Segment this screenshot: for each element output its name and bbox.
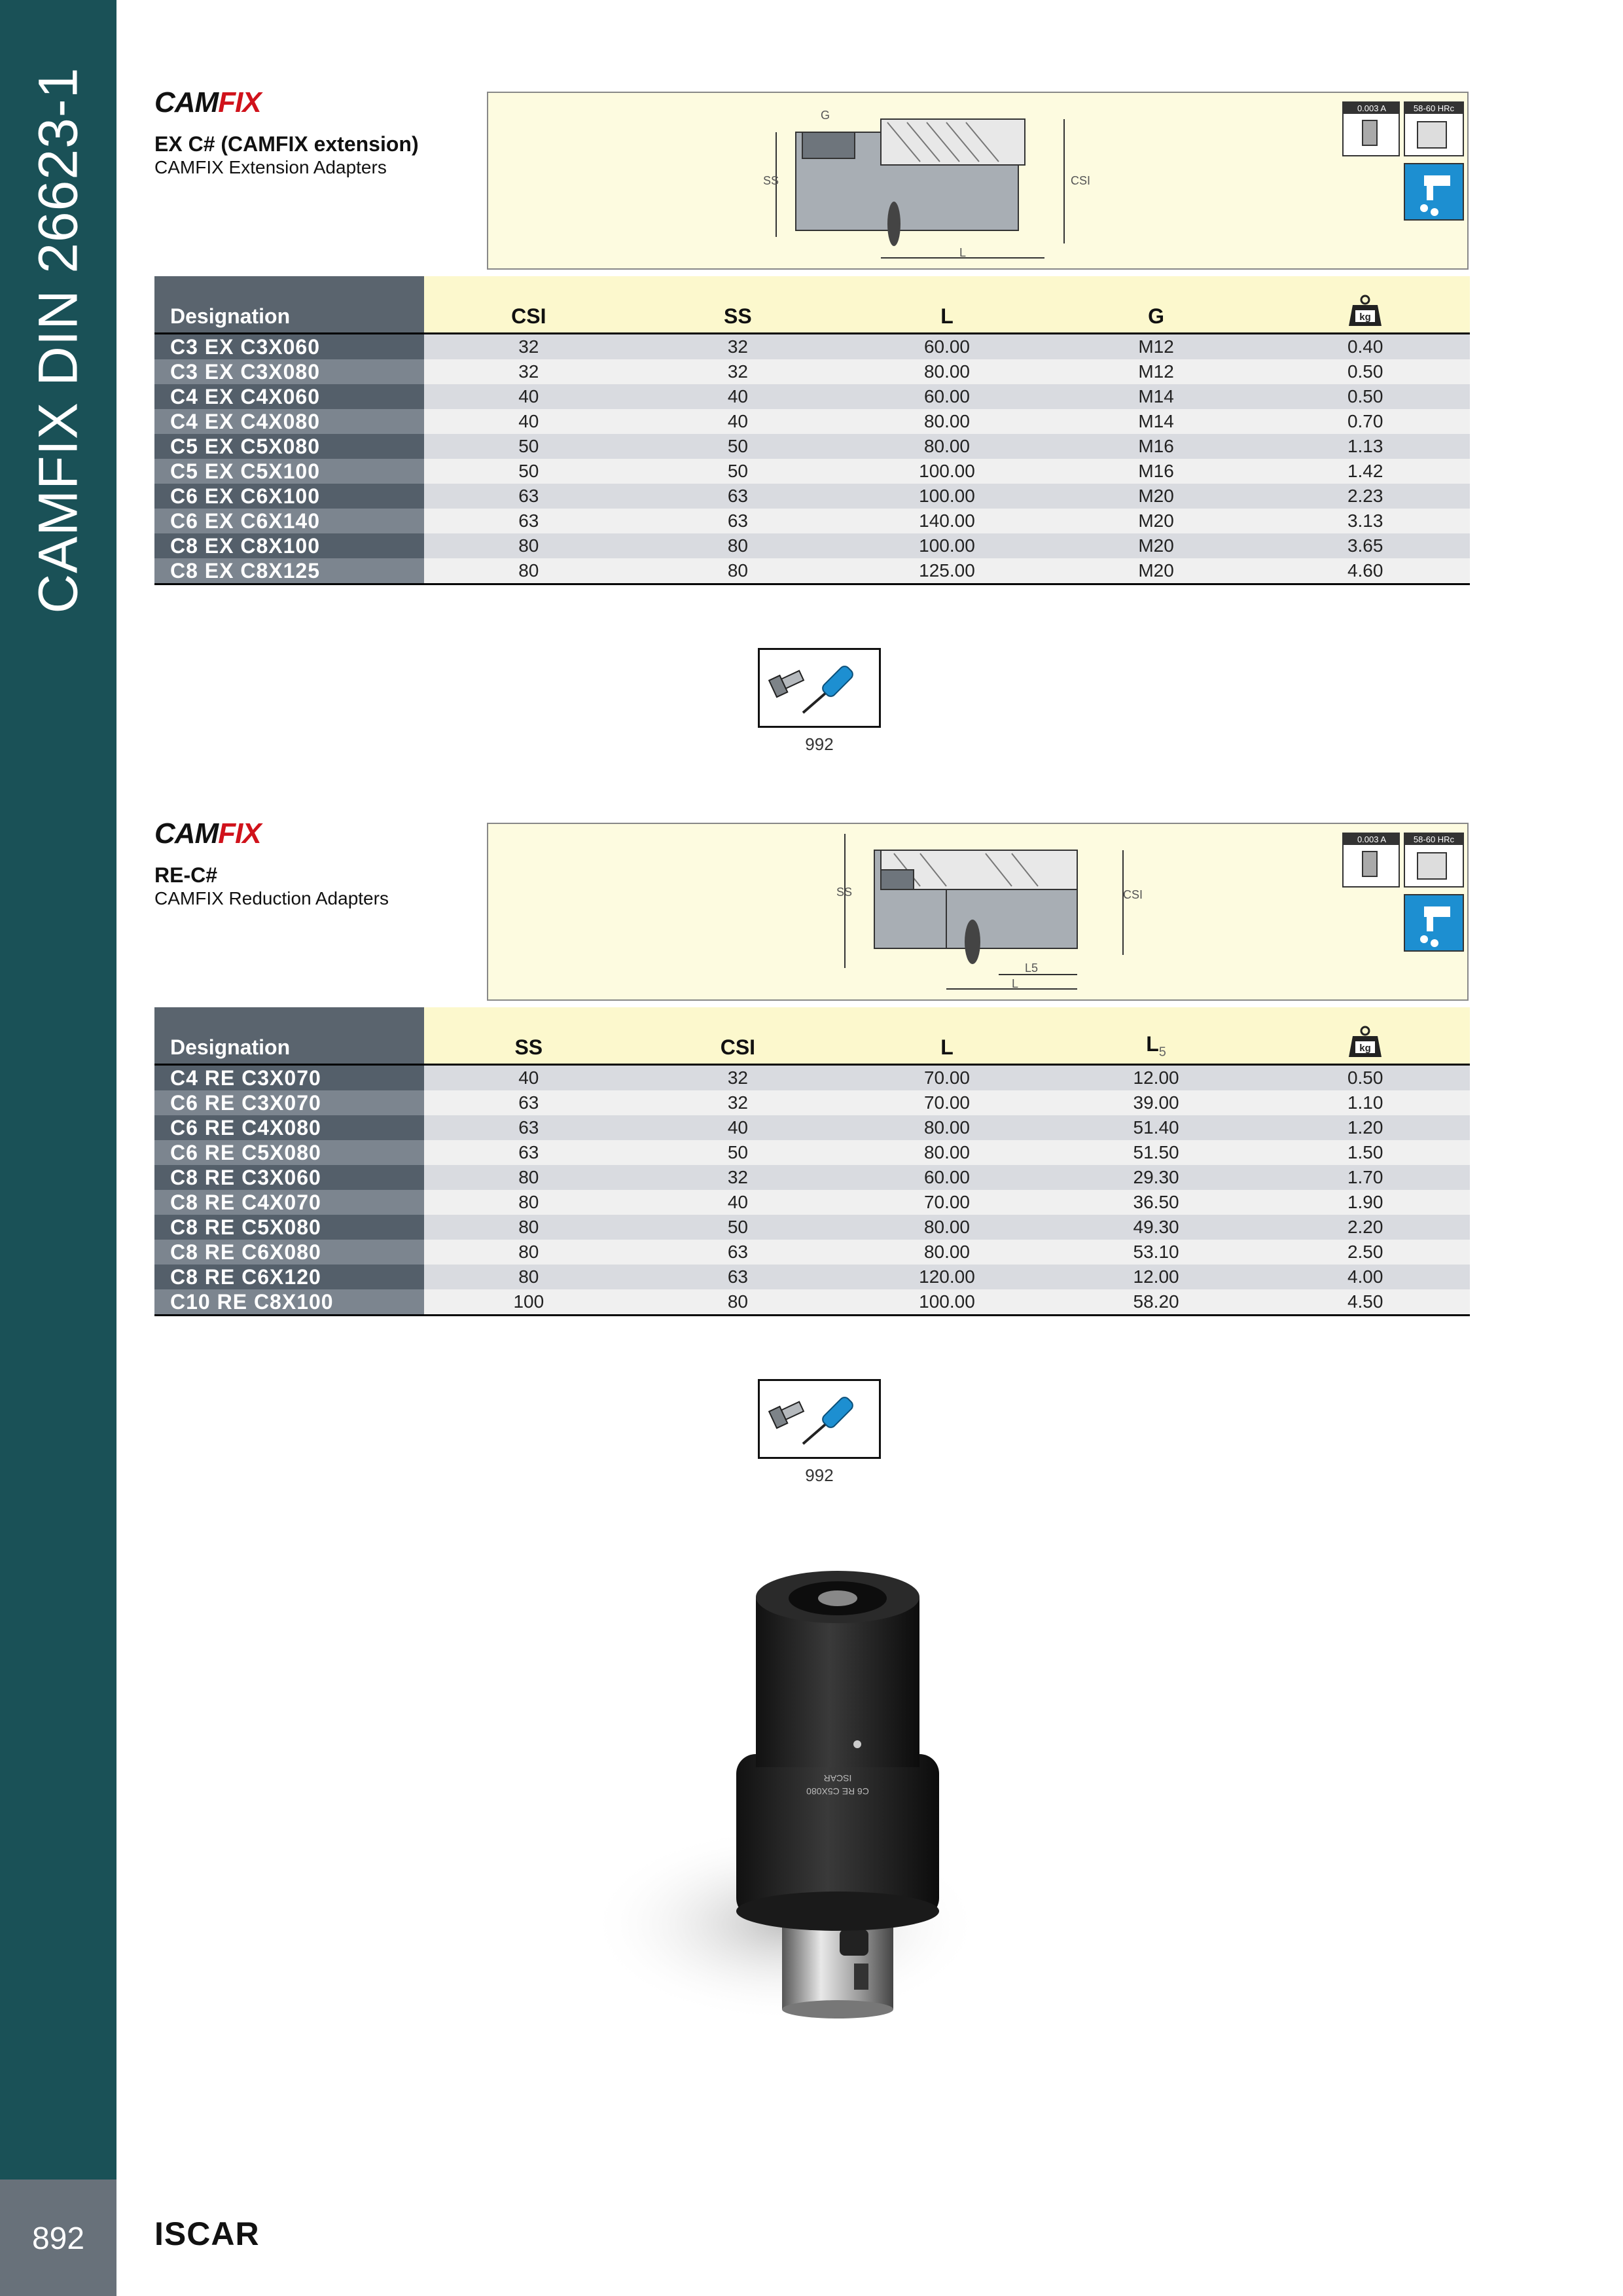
- hardness-spec-badge: [1404, 833, 1463, 887]
- page-number: 892: [31, 2221, 85, 2256]
- kg-weight-icon: [1347, 293, 1383, 329]
- cell-designation: C4 RE C3X070: [154, 1065, 424, 1091]
- svg-text:58-60 HRc: 58-60 HRc: [1413, 834, 1455, 844]
- cell-weight: 0.50: [1260, 384, 1470, 409]
- hardness-spec-badge: [1404, 102, 1463, 156]
- cell-designation: C4 EX C4X080: [154, 409, 424, 434]
- cell-value: 80: [424, 1215, 633, 1240]
- runout-spec-badge: [1343, 833, 1399, 887]
- technical-drawing-re: [487, 823, 1469, 1001]
- col-l5: [1052, 1007, 1261, 1065]
- cell-value: 40: [633, 384, 843, 409]
- cell-value: 63: [424, 509, 633, 533]
- cell-weight: 2.50: [1260, 1240, 1470, 1265]
- table-row: [154, 484, 1470, 509]
- diagram-label-l: L: [1012, 977, 1019, 990]
- table-row: [154, 384, 1470, 409]
- cell-designation: C6 RE C3X070: [154, 1090, 424, 1115]
- diagram-label-l: L: [959, 246, 967, 259]
- runout-spec-badge: [1343, 102, 1399, 156]
- engraving-designation: C6 RE C5X080: [806, 1786, 869, 1797]
- cell-value: 29.30: [1052, 1165, 1261, 1190]
- cell-value: 32: [633, 1090, 843, 1115]
- col-ss: SS: [424, 1007, 633, 1065]
- col-weight: [1260, 1007, 1470, 1065]
- cell-value: 80.00: [842, 1140, 1052, 1165]
- cell-value: 32: [424, 359, 633, 384]
- col-designation: Designation: [154, 276, 424, 334]
- table-row: [154, 1265, 1470, 1289]
- cell-value: 50: [633, 434, 843, 459]
- table-row: [154, 1115, 1470, 1140]
- cell-designation: C8 RE C5X080: [154, 1215, 424, 1240]
- cell-value: 80: [424, 558, 633, 584]
- sidebar-title: CAMFIX DIN 26623-1: [27, 67, 89, 614]
- cell-value: M20: [1052, 558, 1261, 584]
- cell-value: M20: [1052, 533, 1261, 558]
- diagram-label-ss: SS: [763, 174, 779, 187]
- diagram-label-csi: CSI: [1123, 888, 1143, 901]
- table-row: [154, 1140, 1470, 1165]
- section-ex-adapters: [154, 85, 1470, 772]
- cell-value: 80: [424, 533, 633, 558]
- cell-weight: 0.50: [1260, 359, 1470, 384]
- cell-value: 32: [424, 334, 633, 360]
- cell-value: 80.00: [842, 1240, 1052, 1265]
- cell-value: 100.00: [842, 484, 1052, 509]
- camfix-reduction-adapter-photo: [589, 1558, 1047, 2042]
- cell-designation: C8 RE C4X070: [154, 1190, 424, 1215]
- cell-value: 40: [424, 409, 633, 434]
- cell-value: 80.00: [842, 359, 1052, 384]
- cell-value: 60.00: [842, 1165, 1052, 1190]
- cell-value: 63: [424, 1140, 633, 1165]
- cell-designation: C3 EX C3X060: [154, 334, 424, 360]
- screw-and-screwdriver-icon: [760, 1381, 879, 1457]
- table-row: [154, 1090, 1470, 1115]
- cell-value: 40: [424, 384, 633, 409]
- cell-value: 36.50: [1052, 1190, 1261, 1215]
- cell-value: 70.00: [842, 1090, 1052, 1115]
- cell-designation: C6 EX C6X100: [154, 484, 424, 509]
- cell-weight: 1.42: [1260, 459, 1470, 484]
- camfix-logo: [154, 86, 261, 119]
- col-l: L: [842, 276, 1052, 334]
- coolant-icon: [1404, 164, 1463, 220]
- cell-value: 63: [424, 1090, 633, 1115]
- table-header-row: [154, 276, 1470, 334]
- cell-designation: C6 EX C6X140: [154, 509, 424, 533]
- cell-weight: 2.20: [1260, 1215, 1470, 1240]
- cell-weight: 3.13: [1260, 509, 1470, 533]
- cell-value: 80: [633, 1289, 843, 1316]
- cell-designation: C10 RE C8X100: [154, 1289, 424, 1316]
- section-title: RE-C#: [154, 863, 218, 887]
- camfix-logo-part1: CAM: [154, 86, 219, 118]
- cell-value: 49.30: [1052, 1215, 1261, 1240]
- cell-value: 32: [633, 1165, 843, 1190]
- screw-and-screwdriver-icon: [760, 650, 879, 726]
- coolant-icon: [1404, 895, 1463, 951]
- cell-value: 63: [633, 1265, 843, 1289]
- cell-weight: 0.50: [1260, 1065, 1470, 1091]
- cell-value: 80: [424, 1165, 633, 1190]
- cell-weight: 1.70: [1260, 1165, 1470, 1190]
- cell-value: 40: [633, 1115, 843, 1140]
- svg-text:kg: kg: [1359, 1043, 1371, 1054]
- cell-value: M16: [1052, 459, 1261, 484]
- cell-value: M12: [1052, 359, 1261, 384]
- cell-value: M20: [1052, 484, 1261, 509]
- col-l5-main: L: [1146, 1031, 1159, 1056]
- table-row: [154, 1190, 1470, 1215]
- diagram-label-l5: L5: [1025, 961, 1039, 975]
- cell-value: 32: [633, 359, 843, 384]
- re-adapters-table: [154, 1007, 1470, 1316]
- svg-text:kg: kg: [1359, 312, 1371, 323]
- cell-value: 32: [633, 1065, 843, 1091]
- cell-value: 50: [424, 459, 633, 484]
- cell-value: 53.10: [1052, 1240, 1261, 1265]
- cell-weight: 1.50: [1260, 1140, 1470, 1165]
- col-designation: Designation: [154, 1007, 424, 1065]
- cell-value: M20: [1052, 509, 1261, 533]
- cell-value: 60.00: [842, 334, 1052, 360]
- cell-value: 120.00: [842, 1265, 1052, 1289]
- accessory-number: 992: [805, 734, 834, 754]
- cell-weight: 4.50: [1260, 1289, 1470, 1316]
- cell-value: M14: [1052, 384, 1261, 409]
- cell-designation: C8 RE C3X060: [154, 1165, 424, 1190]
- cell-value: 70.00: [842, 1190, 1052, 1215]
- cell-value: 60.00: [842, 384, 1052, 409]
- cell-value: 80: [633, 533, 843, 558]
- cell-value: 40: [424, 1065, 633, 1091]
- cell-value: 63: [633, 509, 843, 533]
- accessory-number: 992: [805, 1465, 834, 1485]
- cell-value: 12.00: [1052, 1065, 1261, 1091]
- accessory-box: [758, 648, 881, 728]
- cell-designation: C8 EX C8X100: [154, 533, 424, 558]
- cell-designation: C8 EX C8X125: [154, 558, 424, 584]
- col-csi: CSI: [424, 276, 633, 334]
- table-row: [154, 1289, 1470, 1316]
- cell-value: M16: [1052, 434, 1261, 459]
- cell-value: 39.00: [1052, 1090, 1261, 1115]
- section-subtitle: CAMFIX Reduction Adapters: [154, 888, 389, 908]
- camfix-logo: [154, 817, 261, 850]
- accessory-box: [758, 1379, 881, 1459]
- col-weight: [1260, 276, 1470, 334]
- cell-value: 80: [424, 1190, 633, 1215]
- table-row: [154, 509, 1470, 533]
- col-l5-sub: 5: [1158, 1045, 1166, 1059]
- cell-value: 80.00: [842, 1215, 1052, 1240]
- svg-text:0.003 A: 0.003 A: [1357, 103, 1387, 113]
- cell-value: 80: [424, 1265, 633, 1289]
- cell-value: 80: [424, 1240, 633, 1265]
- cell-designation: C4 EX C4X060: [154, 384, 424, 409]
- table-row: [154, 434, 1470, 459]
- cell-value: 51.40: [1052, 1115, 1261, 1140]
- cell-value: 80.00: [842, 409, 1052, 434]
- cell-weight: 4.60: [1260, 558, 1470, 584]
- table-row: [154, 359, 1470, 384]
- cell-weight: 3.65: [1260, 533, 1470, 558]
- table-row: [154, 1165, 1470, 1190]
- camfix-logo-part2: FIX: [218, 817, 261, 850]
- cell-value: 32: [633, 334, 843, 360]
- cell-value: 40: [633, 1190, 843, 1215]
- cell-value: 70.00: [842, 1065, 1052, 1091]
- table-row: [154, 459, 1470, 484]
- cell-value: 58.20: [1052, 1289, 1261, 1316]
- engraving-brand: ISCAR: [823, 1773, 852, 1784]
- diagram-label-csi: CSI: [1071, 174, 1091, 187]
- cell-value: 51.50: [1052, 1140, 1261, 1165]
- cell-designation: C6 RE C5X080: [154, 1140, 424, 1165]
- cell-designation: C3 EX C3X080: [154, 359, 424, 384]
- section-re-adapters: [154, 816, 1470, 1503]
- table-row: [154, 558, 1470, 584]
- cell-weight: 4.00: [1260, 1265, 1470, 1289]
- table-row: [154, 334, 1470, 360]
- table-row: [154, 1215, 1470, 1240]
- cell-designation: C5 EX C5X080: [154, 434, 424, 459]
- cell-designation: C8 RE C6X080: [154, 1240, 424, 1265]
- svg-text:58-60 HRc: 58-60 HRc: [1413, 103, 1455, 113]
- table-row: [154, 1240, 1470, 1265]
- diagram-label-g: G: [821, 109, 830, 122]
- cell-value: 80: [633, 558, 843, 584]
- cell-value: 63: [633, 484, 843, 509]
- cell-weight: 1.90: [1260, 1190, 1470, 1215]
- col-ss: SS: [633, 276, 843, 334]
- section-title: EX C# (CAMFIX extension): [154, 132, 419, 156]
- cell-value: 80.00: [842, 1115, 1052, 1140]
- cell-weight: 1.13: [1260, 434, 1470, 459]
- table-header-row: [154, 1007, 1470, 1065]
- kg-weight-icon: [1347, 1024, 1383, 1060]
- table-row: [154, 533, 1470, 558]
- cell-value: 140.00: [842, 509, 1052, 533]
- col-csi: CSI: [633, 1007, 843, 1065]
- sidebar-band: [0, 0, 116, 2179]
- cell-weight: 0.70: [1260, 409, 1470, 434]
- diagram-label-ss: SS: [836, 886, 853, 899]
- cell-weight: 2.23: [1260, 484, 1470, 509]
- cell-value: 125.00: [842, 558, 1052, 584]
- cell-value: 50: [633, 459, 843, 484]
- col-g: G: [1052, 276, 1261, 334]
- cell-value: 100: [424, 1289, 633, 1316]
- cell-value: 63: [424, 484, 633, 509]
- camfix-logo-part2: FIX: [218, 86, 261, 118]
- cell-value: 80.00: [842, 434, 1052, 459]
- cell-weight: 1.20: [1260, 1115, 1470, 1140]
- cell-value: 63: [424, 1115, 633, 1140]
- cell-value: 100.00: [842, 533, 1052, 558]
- table-row: [154, 409, 1470, 434]
- cell-weight: 1.10: [1260, 1090, 1470, 1115]
- col-l: L: [842, 1007, 1052, 1065]
- section-subtitle: CAMFIX Extension Adapters: [154, 157, 387, 177]
- cell-value: 100.00: [842, 1289, 1052, 1316]
- camfix-logo-part1: CAM: [154, 817, 219, 850]
- cell-value: 12.00: [1052, 1265, 1261, 1289]
- footer-brand: ISCAR: [154, 2215, 260, 2252]
- cell-designation: C5 EX C5X100: [154, 459, 424, 484]
- cell-value: 40: [633, 409, 843, 434]
- technical-drawing-ex: [487, 92, 1469, 270]
- cell-value: 50: [633, 1215, 843, 1240]
- cell-designation: C8 RE C6X120: [154, 1265, 424, 1289]
- cell-designation: C6 RE C4X080: [154, 1115, 424, 1140]
- cell-weight: 0.40: [1260, 334, 1470, 360]
- cell-value: 63: [633, 1240, 843, 1265]
- cell-value: 50: [633, 1140, 843, 1165]
- svg-text:0.003 A: 0.003 A: [1357, 834, 1387, 844]
- cell-value: M14: [1052, 409, 1261, 434]
- cell-value: 100.00: [842, 459, 1052, 484]
- ex-adapters-table: [154, 276, 1470, 585]
- cell-value: 50: [424, 434, 633, 459]
- cell-value: M12: [1052, 334, 1261, 360]
- table-row: [154, 1065, 1470, 1091]
